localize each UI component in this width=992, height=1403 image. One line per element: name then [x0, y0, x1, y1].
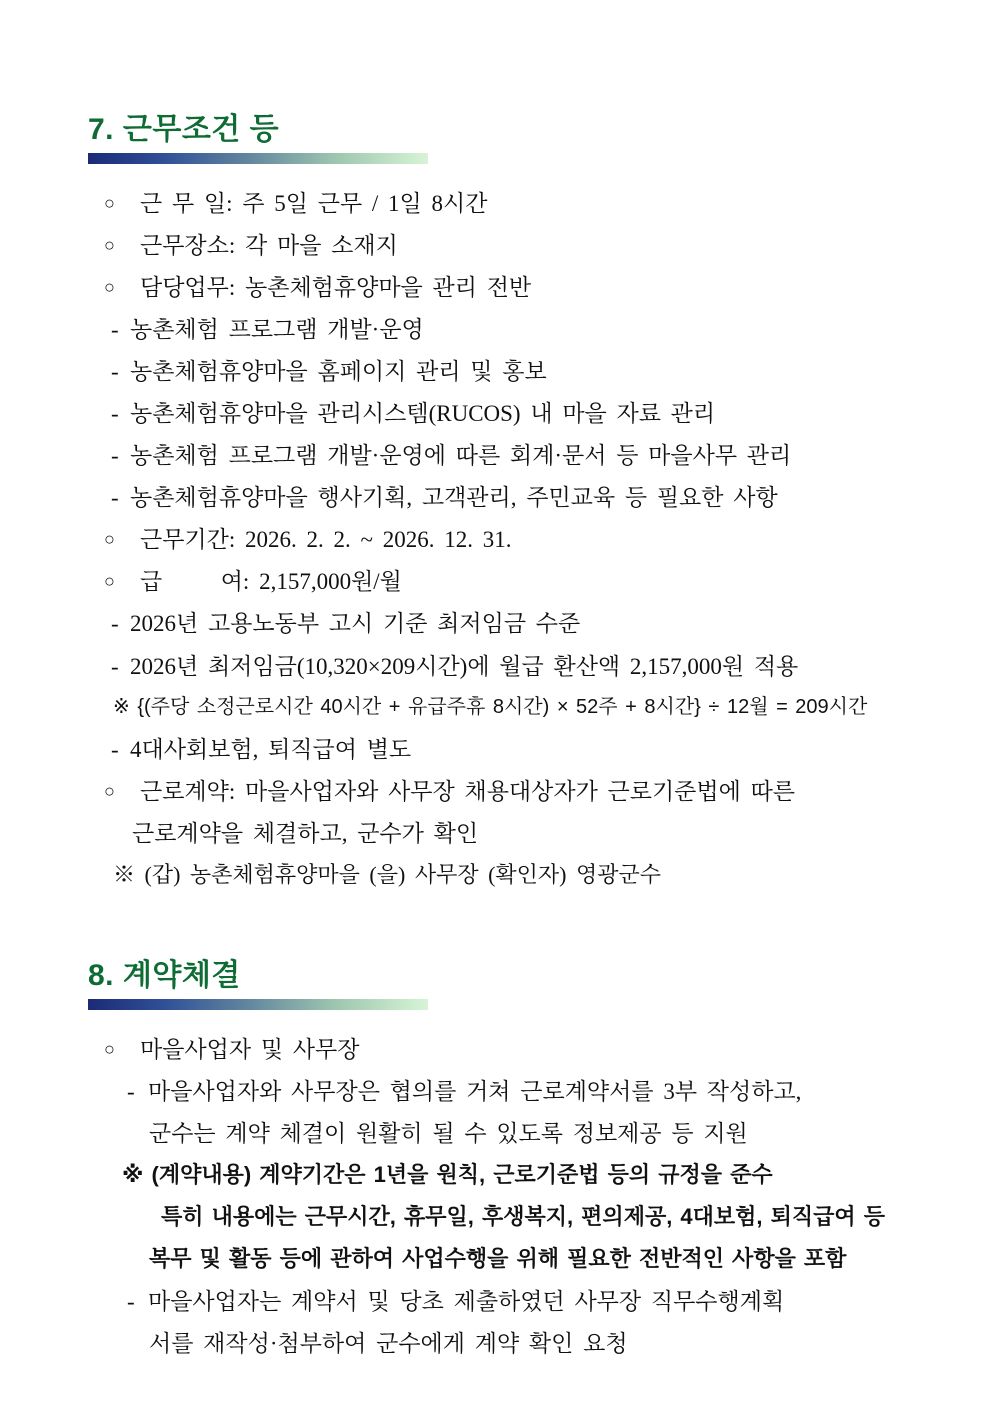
list-item-text: 근로계약을 체결하고, 군수가 확인 — [132, 821, 479, 847]
dash-marker: - — [111, 317, 119, 343]
list-item-sub — [88, 736, 952, 764]
circle-bullet-marker: ○ — [104, 529, 115, 550]
list-item-text: 근무기간: 2026. 2. 2. ~ 2026. 12. 31. — [140, 527, 512, 553]
section-working-conditions — [88, 115, 952, 889]
list-item-text: 마을사업자는 계약서 및 당초 제출하였던 사무장 직무수행계획 — [148, 1288, 785, 1314]
list-item-bullet — [88, 190, 952, 218]
section-7-item-list — [88, 190, 952, 889]
list-item-text: 특히 내용에는 근무시간, 휴무일, 후생복지, 편의제공, 4대보험, 퇴직급여 등 — [161, 1203, 886, 1229]
list-item-sub — [88, 442, 952, 470]
list-item-bullet — [88, 232, 952, 260]
list-item-text: 농촌체험휴양마을 관리시스템(RUCOS) 내 마을 자료 관리 — [130, 401, 716, 427]
dash-marker: - — [111, 485, 119, 511]
list-item-sub — [88, 358, 952, 386]
list-item-emphcont2 — [88, 1246, 952, 1273]
list-item-sub2 — [88, 1078, 952, 1106]
list-item-sub — [88, 484, 952, 512]
list-item-text: 복무 및 활동 등에 관하여 사업수행을 위해 필요한 전반적인 사항을 포함 — [149, 1245, 847, 1271]
section-7-heading: 7. 근무조건 등 — [88, 113, 280, 146]
section-contract-conclusion — [88, 958, 952, 1358]
list-item-cont2 — [88, 1120, 952, 1148]
list-item-text: 농촌체험 프로그램 개발·운영에 따른 회계·문서 등 마을사무 관리 — [130, 443, 792, 469]
list-item-sub — [88, 400, 952, 428]
list-item-text: 농촌체험 프로그램 개발·운영 — [130, 317, 424, 343]
dash-marker: - — [111, 653, 119, 679]
list-item-text: ※ {(주당 소정근로시간 40시간 + 유급주휴 8시간) × 52주 + 8시간} ÷ 12월 = 209시간 — [113, 695, 868, 718]
list-item-text: ※ (계약내용) 계약기간은 1년을 원칙, 근로기준법 등의 규정을 준수 — [122, 1162, 773, 1188]
list-item-sub2 — [88, 1288, 952, 1316]
list-item-text: 근로계약: 마을사업자와 사무장 채용대상자가 근로기준법에 따른 — [140, 779, 796, 804]
list-item-text: 마을사업자와 사무장은 협의를 거쳐 근로계약서를 3부 작성하고, — [148, 1078, 802, 1104]
heading-underline-bar — [88, 999, 428, 1010]
section-8-heading: 8. 계약체결 — [88, 958, 241, 992]
list-item-text: 농촌체험휴양마을 홈페이지 관리 및 홍보 — [130, 359, 547, 385]
list-item-emph — [88, 1162, 952, 1189]
list-item-text: 근무장소: 각 마을 소재지 — [140, 233, 398, 259]
list-item-text: 마을사업자 및 사무장 — [140, 1036, 360, 1062]
list-item-text: 2026년 고용노동부 고시 기준 최저임금 수준 — [130, 611, 581, 637]
dash-marker: - — [111, 359, 119, 385]
list-item-text: 2026년 최저임금(10,320×209시간)에 월급 환산액 2,157,000원 적용 — [130, 653, 799, 679]
list-item-text: 담당업무: 농촌체험휴양마을 관리 전반 — [140, 275, 532, 301]
list-item-bullet — [88, 1036, 952, 1064]
list-item-text: ※ (갑) 농촌체험휴양마을 (을) 사무장 (확인자) 영광군수 — [113, 862, 661, 888]
list-item-emphcont — [88, 1204, 952, 1231]
list-item-text: 군수는 계약 체결이 원활히 될 수 있도록 정보제공 등 지원 — [149, 1121, 748, 1147]
list-item-bullet — [88, 274, 952, 302]
dash-marker: - — [127, 1078, 135, 1104]
circle-bullet-marker: ○ — [104, 571, 115, 592]
list-item-sub — [88, 316, 952, 344]
dash-marker: - — [111, 736, 119, 762]
dash-marker: - — [111, 611, 119, 637]
circle-bullet-marker: ○ — [104, 781, 115, 801]
list-item-text: 농촌체험휴양마을 행사기획, 고객관리, 주민교육 등 필요한 사항 — [130, 485, 778, 511]
dash-marker: - — [127, 1288, 135, 1314]
circle-bullet-marker: ○ — [104, 235, 115, 256]
list-item-formula — [88, 695, 952, 719]
list-item-bullet — [88, 778, 952, 806]
list-item-sub — [88, 610, 952, 638]
list-item-text: 서를 재작성·첨부하여 군수에게 계약 확인 요청 — [149, 1330, 628, 1356]
list-item-sub — [88, 653, 952, 681]
circle-bullet-marker: ○ — [104, 277, 115, 298]
list-item-bullet — [88, 526, 952, 554]
dash-marker: - — [111, 401, 119, 427]
list-item-note — [88, 862, 952, 889]
list-item-cont2 — [88, 1330, 952, 1358]
list-item-text: 급 여: 2,157,000원/월 — [140, 569, 402, 595]
section-8-item-list — [88, 1036, 952, 1358]
dash-marker: - — [111, 443, 119, 469]
circle-bullet-marker: ○ — [104, 1038, 115, 1059]
list-item-text: 근 무 일: 주 5일 근무 / 1일 8시간 — [140, 191, 488, 216]
heading-underline-bar — [88, 153, 428, 164]
list-item-text: 4대사회보험, 퇴직급여 별도 — [130, 736, 412, 762]
list-item-bullet — [88, 568, 952, 596]
list-item-cont — [88, 820, 952, 848]
circle-bullet-marker: ○ — [104, 193, 115, 213]
